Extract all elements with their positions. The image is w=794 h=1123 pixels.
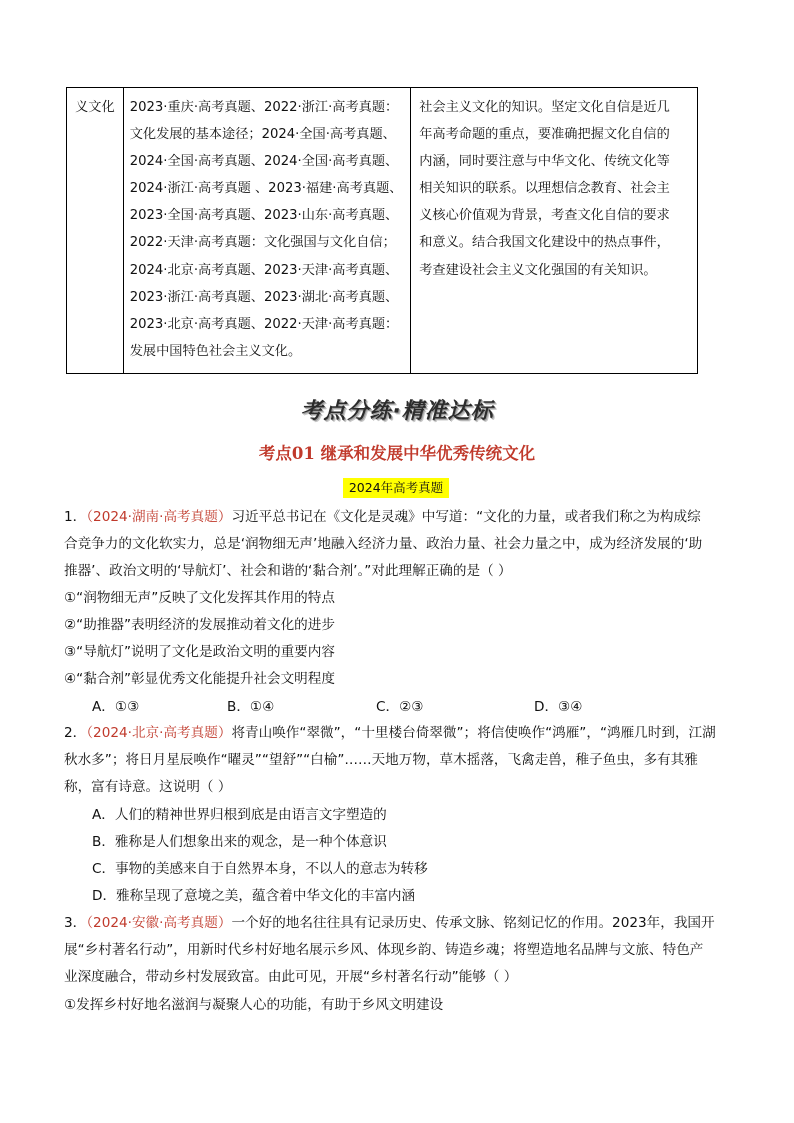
question-text: 习近平总书记在《文化是灵魂》中写道：“文化的力量，或者我们称之为构成综 [231, 509, 701, 525]
statement-item: ④“黏合剂”彰显优秀文化能提升社会文明程度 [64, 671, 335, 687]
source-line: 2024·浙江·高考真题 、2023·福建·高考真题、 [129, 181, 403, 197]
statement-item: ②“助推器”表明经济的发展推动着文化的进步 [64, 617, 335, 633]
source-line: 2023·重庆·高考真题、2022·浙江·高考真题： [129, 100, 399, 115]
source-line: 2024·全国·高考真题、2024·全国·高考真题、 [129, 154, 399, 170]
question-1-line [64, 505, 701, 525]
source-line: 2022·天津·高考真题：文化强国与文化自信； [129, 235, 396, 251]
table-row [67, 88, 698, 374]
table-cell-topic [67, 88, 124, 374]
question-text: 合竞争力的文化软实力，总是‘润物细无声’地融入经济力量、政治力量、社会力量之中，成为经济发展的‘助 [64, 536, 703, 552]
option-c: C．事物的美感来自于自然界本身，不以人的意志为转移 [92, 861, 428, 877]
statement-item: ③“导航灯”说明了文化是政治文明的重要内容 [64, 644, 335, 660]
question-text: 展“乡村著名行动”，用新时代乡村好地名展示乡风、体现乡韵、铸造乡魂；将塑造地名品牌与文旅、特色产 [64, 942, 704, 958]
source-line: 文化发展的基本途径；2024·全国·高考真题、 [129, 127, 396, 143]
option-b: B．雅称是人们想象出来的观念，是一种个体意识 [92, 834, 387, 850]
question-text: 推器’、政治文明的‘导航灯’、社会和谐的‘黏合剂’。”对此理解正确的是（ ） [64, 563, 512, 579]
question-number: 1． [64, 509, 87, 525]
option-d: D．③④ [534, 699, 583, 715]
option-d: D．雅称呈现了意境之美，蕴含着中华文化的丰富内涵 [92, 888, 416, 904]
year-tag: 2024年高考真题 [343, 478, 449, 498]
question-2-line [64, 721, 716, 741]
analysis-line: 年高考命题的重点，要准确把握文化自信的 [419, 127, 670, 143]
question-source: （2024·安徽·高考真题） [86, 915, 232, 931]
topic-text: 义文化 [75, 100, 115, 115]
analysis-line: 和意义。结合我国文化建设中的热点事件， [419, 235, 670, 251]
option-c: C．②③ [376, 699, 424, 715]
option-b: B．①④ [227, 699, 275, 715]
question-text: 业深度融合，带动乡村发展致富。由此可见，开展“乡村著名行动”能够（ ） [64, 969, 518, 985]
statement-item: ①“润物细无声”反映了文化发挥其作用的特点 [64, 590, 335, 606]
source-line: 2023·北京·高考真题、2022·天津·高考真题： [129, 316, 399, 332]
analysis-line: 社会主义文化的知识。坚定文化自信是近几 [419, 100, 670, 115]
analysis-line: 内涵，同时要注意与中华文化、传统文化等 [419, 154, 670, 170]
question-source: （2024·湖南·高考真题） [86, 509, 232, 525]
question-source: （2024·北京·高考真题） [86, 725, 232, 741]
question-text: 称，富有诗意。这说明（ ） [64, 779, 232, 795]
source-line: 发展中国特色社会主义文化。 [129, 343, 302, 359]
source-line: 2023·全国·高考真题、2023·山东·高考真题、 [129, 208, 399, 224]
option-a: A．①③ [92, 699, 140, 715]
option-a: A．人们的精神世界归根到底是由语言文字塑造的 [92, 807, 387, 823]
question-text: 一个好的地名往往具有记录历史、传承文脉、铭刻记忆的作用。2023年，我国开 [231, 915, 715, 931]
source-line: 2024·北京·高考真题、2023·天津·高考真题、 [129, 262, 399, 278]
analysis-line: 考查建设社会主义文化强国的有关知识。 [419, 262, 657, 278]
question-3-line [64, 911, 715, 931]
kaodian-title: 考点01 继承和发展中华优秀传统文化 [258, 444, 536, 463]
analysis-line: 相关知识的联系。以理想信念教育、社会主 [419, 181, 670, 197]
source-line: 2023·浙江·高考真题、2023·湖北·高考真题、 [129, 289, 399, 305]
question-number: 2． [64, 725, 87, 741]
analysis-line: 义核心价值观为背景，考查文化自信的要求 [419, 208, 670, 224]
statement-item: ①发挥乡村好地名滋润与凝聚人心的功能，有助于乡风文明建设 [64, 997, 444, 1013]
table-cell-analysis [411, 88, 698, 374]
table-cell-sources [123, 88, 410, 374]
question-text: 将青山唤作“翠微”，“十里楼台倚翠微”；将信使唤作“鸿雁”，“鸿雁几时到，江湖 [231, 725, 716, 741]
exam-analysis-table [66, 87, 698, 374]
question-text: 秋水多”；将日月星辰唤作“曜灵”“望舒”“白榆”……天地万物，草木摇落，飞禽走兽，稚子鱼虫，多有其雅 [64, 752, 698, 768]
question-number: 3． [64, 915, 87, 931]
section-banner: 考点分练·精准达标 [300, 399, 494, 424]
